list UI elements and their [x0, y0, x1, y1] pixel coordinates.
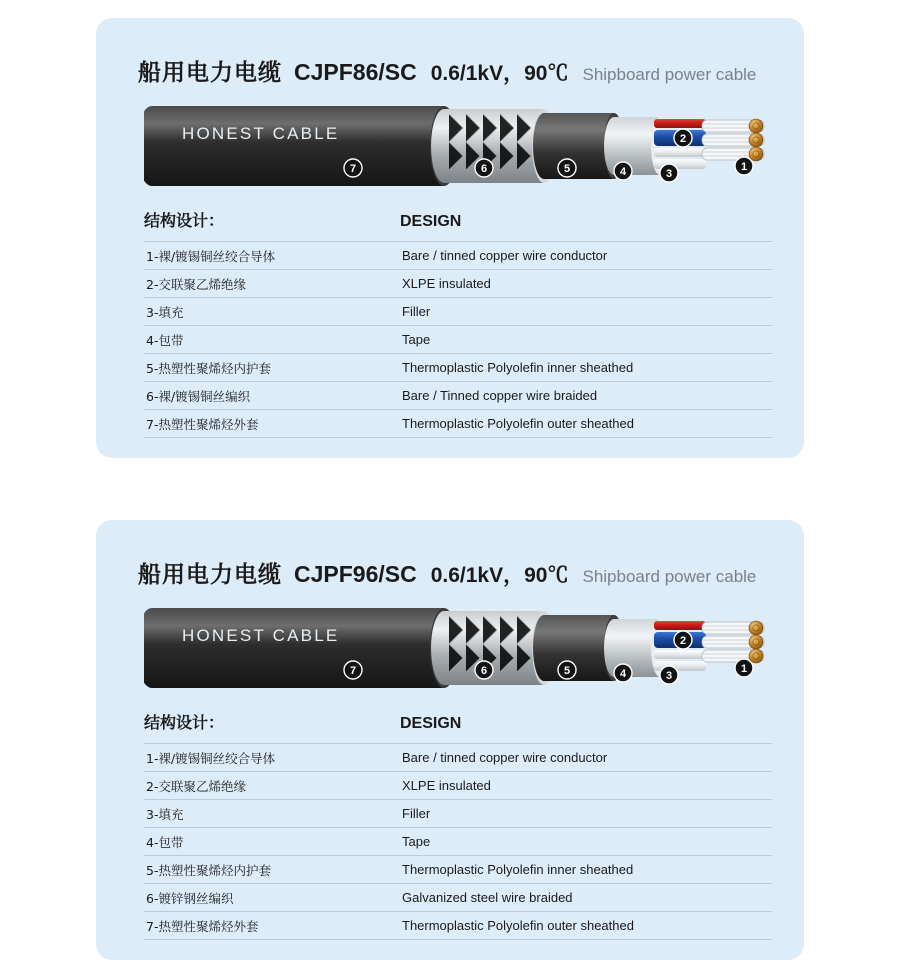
callout-4: 4 [619, 668, 627, 680]
product-title-cn: 船用电力电缆 [138, 60, 282, 86]
design-header-en: DESIGN [400, 213, 462, 230]
table-row [144, 771, 772, 799]
row-label-cn: 6-镀锌钢丝编织 [146, 890, 234, 906]
outer-sheath-layer [144, 608, 458, 688]
row-label-cn: 7-热塑性聚烯烃外套 [146, 918, 259, 934]
row-label-cn: 7-热塑性聚烯烃外套 [146, 416, 259, 432]
row-label-cn: 3-填充 [146, 304, 184, 320]
callout-1: 1 [740, 663, 748, 675]
row-label-en: Galvanized steel wire braided [402, 890, 573, 905]
callout-2: 2 [679, 635, 687, 647]
row-label-cn: 4-包带 [146, 834, 184, 850]
product-rating: 0.6/1kV，90℃ [430, 62, 569, 85]
callout-2: 2 [679, 133, 687, 145]
row-label-cn: 4-包带 [146, 332, 184, 348]
row-label-cn: 3-填充 [146, 806, 184, 822]
row-label-cn: 1-裸/镀锡铜丝绞合导体 [146, 750, 276, 766]
callout-5: 5 [563, 163, 571, 175]
callout-6: 6 [480, 163, 488, 175]
row-label-cn: 1-裸/镀锡铜丝绞合导体 [146, 248, 276, 264]
row-label-en: Bare / tinned copper wire conductor [402, 248, 608, 263]
product-card-cjpf96 [96, 520, 804, 960]
conductor-strands [702, 621, 764, 663]
row-label-en: Thermoplastic Polyolefin outer sheathed [402, 918, 634, 933]
row-label-en: XLPE insulated [402, 276, 491, 291]
design-table [144, 710, 772, 940]
callout-3: 3 [665, 670, 673, 682]
row-label-cn: 2-交联聚乙烯绝缘 [146, 276, 246, 292]
table-row [144, 353, 772, 381]
callout-3: 3 [665, 168, 673, 180]
cable-cutaway-illustration [144, 96, 774, 196]
table-row [144, 409, 772, 438]
card-header [138, 556, 756, 589]
row-label-cn: 6-裸/镀锡铜丝编织 [146, 388, 251, 404]
cable-cutaway-illustration [144, 598, 774, 698]
product-card-cjpf86 [96, 18, 804, 458]
row-label-en: XLPE insulated [402, 778, 491, 793]
design-header-cn: 结构设计： [144, 211, 225, 230]
row-label-en: Tape [402, 834, 431, 849]
table-row [144, 827, 772, 855]
row-label-en: Bare / Tinned copper wire braided [402, 388, 598, 403]
table-row [144, 799, 772, 827]
callout-4: 4 [619, 166, 627, 178]
row-label-en: Thermoplastic Polyolefin inner sheathed [402, 862, 634, 877]
table-row [144, 381, 772, 409]
design-table-header [144, 208, 772, 241]
row-label-en: Bare / tinned copper wire conductor [402, 750, 608, 765]
outer-sheath-layer [144, 106, 458, 186]
row-label-en: Tape [402, 332, 431, 347]
card-header [138, 54, 756, 87]
product-title-en: Shipboard power cable [582, 567, 757, 586]
cable-brand-text: HONEST CABLE [182, 626, 340, 645]
cable-brand-text: HONEST CABLE [182, 124, 340, 143]
callout-7: 7 [349, 163, 357, 175]
callout-7: 7 [349, 665, 357, 677]
table-row [144, 269, 772, 297]
table-row [144, 911, 772, 940]
product-title-en: Shipboard power cable [582, 65, 757, 84]
design-table-header [144, 710, 772, 743]
table-row [144, 743, 772, 771]
table-row [144, 883, 772, 911]
row-label-en: Thermoplastic Polyolefin inner sheathed [402, 360, 634, 375]
product-code: CJPF86/SC [294, 59, 417, 85]
conductor-strands [702, 119, 764, 161]
callout-5: 5 [563, 665, 571, 677]
table-row [144, 855, 772, 883]
product-title-cn: 船用电力电缆 [138, 562, 282, 588]
callout-1: 1 [740, 161, 748, 173]
row-label-cn: 5-热塑性聚烯烃内护套 [146, 862, 271, 878]
table-row [144, 241, 772, 269]
product-code: CJPF96/SC [294, 561, 417, 587]
row-label-cn: 5-热塑性聚烯烃内护套 [146, 360, 271, 376]
callout-6: 6 [480, 665, 488, 677]
design-header-cn: 结构设计： [144, 713, 225, 732]
table-row [144, 325, 772, 353]
row-label-cn: 2-交联聚乙烯绝缘 [146, 778, 246, 794]
row-label-en: Filler [402, 806, 431, 821]
design-table [144, 208, 772, 438]
design-header-en: DESIGN [400, 715, 462, 732]
product-rating: 0.6/1kV，90℃ [430, 564, 569, 587]
row-label-en: Filler [402, 304, 431, 319]
row-label-en: Thermoplastic Polyolefin outer sheathed [402, 416, 634, 431]
table-row [144, 297, 772, 325]
